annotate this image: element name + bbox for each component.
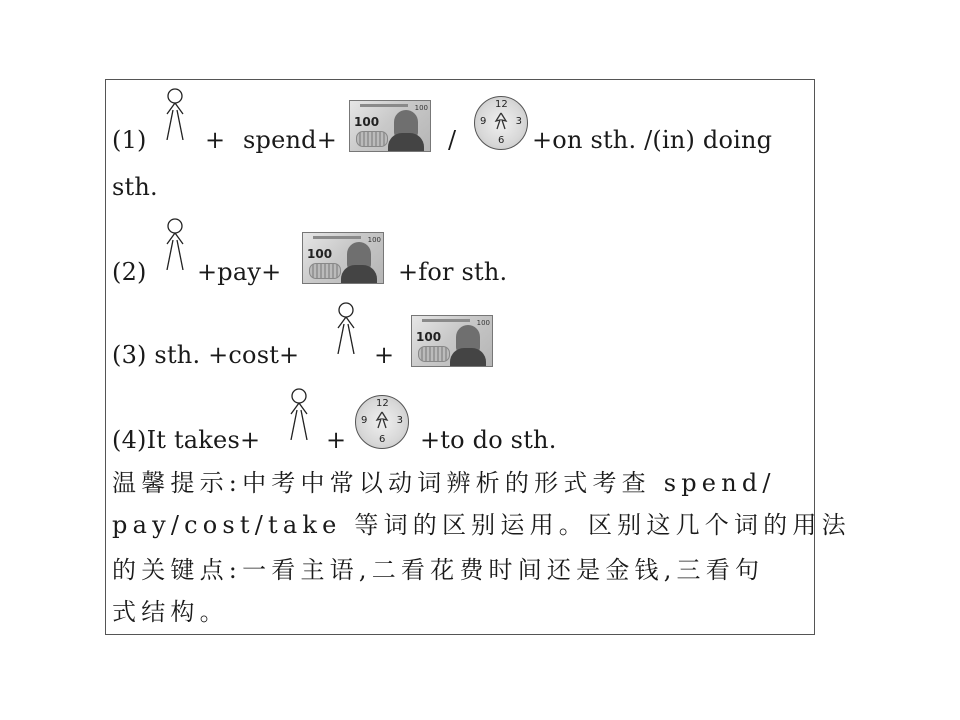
person-icon [286, 388, 312, 440]
line2-label: (2) [112, 258, 147, 286]
banknote-icon: 100 100 [411, 315, 493, 367]
line2-pay: +pay+ [197, 258, 282, 286]
clock-icon: 12 3 6 9 [355, 395, 409, 449]
tip-line-1: 温馨提示:中考中常以动词辨析的形式考查 spend/ [112, 469, 776, 497]
person-icon [333, 302, 359, 354]
line1-plus: + [205, 126, 226, 154]
tip-line-3: 的关键点:一看主语,二看花费时间还是金钱,三看句 [112, 556, 765, 584]
line1-spend: spend+ [243, 126, 338, 154]
tip-line-4: 式结构。 [112, 598, 229, 626]
line2-rest: +for sth. [398, 258, 508, 286]
line1-rest: +on sth. /(in) doing [532, 126, 773, 154]
banknote-icon: 100 100 [349, 100, 431, 152]
line4-plus: + [326, 426, 347, 454]
line1-slash: / [448, 126, 457, 154]
line1-label: (1) [112, 126, 147, 154]
tip-line-2: pay/cost/take 等词的区别运用。区别这几个词的用法 [112, 511, 851, 539]
line3-label: (3) sth. +cost+ [112, 341, 300, 369]
line4-label: (4)It takes+ [112, 426, 261, 454]
banknote-icon: 100 100 [302, 232, 384, 284]
clock-icon: 12 3 6 9 [474, 96, 528, 150]
person-icon [162, 88, 188, 140]
line4-rest: +to do sth. [420, 426, 557, 454]
line3-plus: + [374, 341, 395, 369]
person-icon [162, 218, 188, 270]
line1-wrap: sth. [112, 173, 158, 201]
